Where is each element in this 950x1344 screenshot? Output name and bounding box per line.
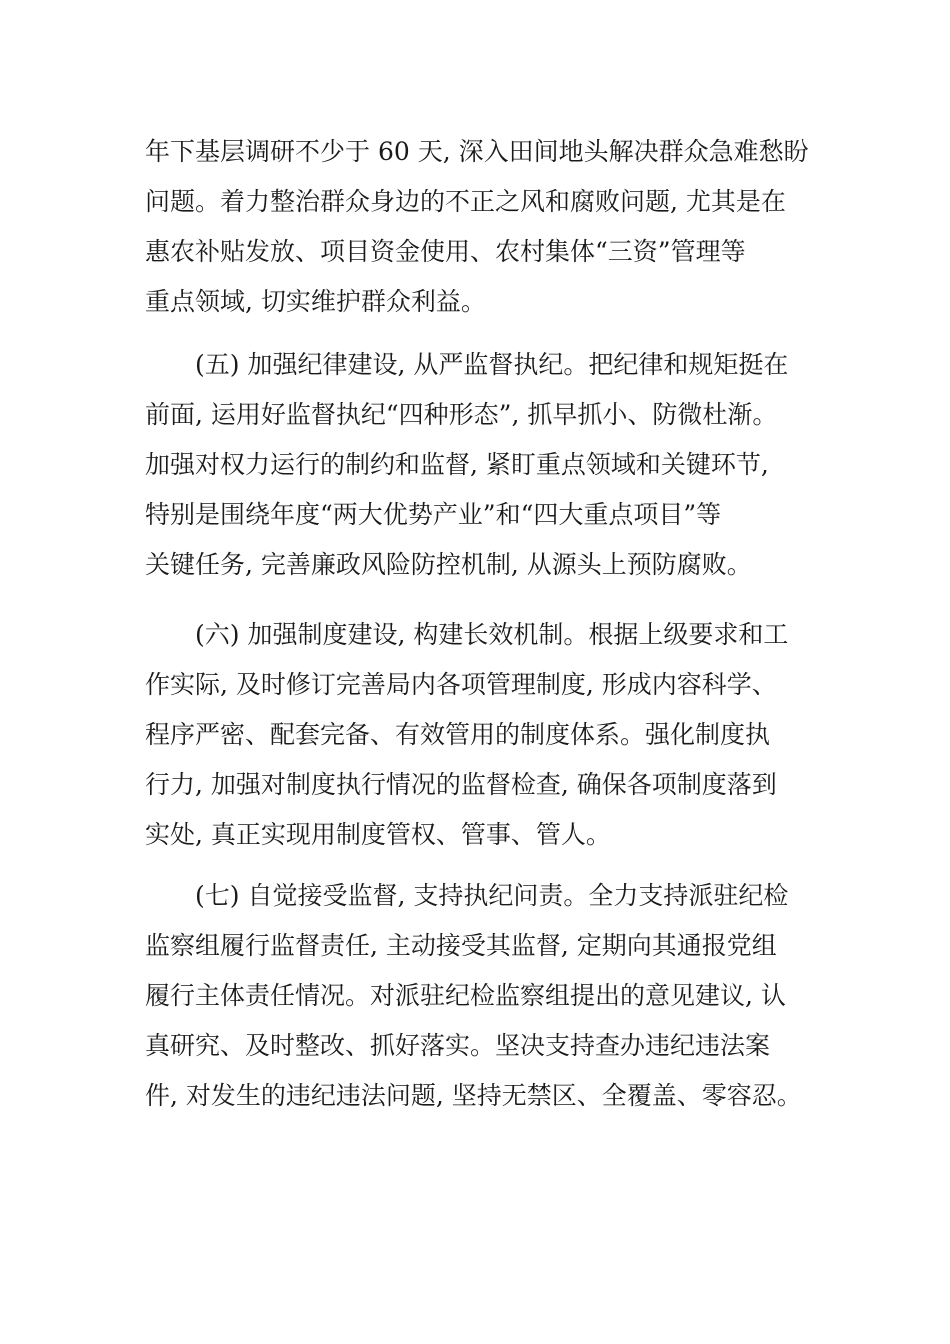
paragraph-line: (五) 加强纪律建设, 从严监督执纪。把纪律和规矩挺在 [195, 350, 789, 379]
paragraph-line: 关键任务, 完善廉政风险防控机制, 从源头上预防腐败。 [145, 550, 752, 579]
paragraph-line: 特别是围绕年度“两大优势产业”和“四大重点项目”等 [145, 500, 722, 529]
paragraph-institution [145, 610, 805, 860]
paragraph-supervision [145, 871, 805, 1121]
paragraph-line: 年下基层调研不少于 60 天, 深入田间地头解决群众急难愁盼 [145, 137, 809, 166]
paragraph-line: 程序严密、配套完备、有效管用的制度体系。强化制度执 [145, 720, 771, 749]
paragraph-line: 履行主体责任情况。对派驻纪检监察组提出的意见建议, 认 [145, 981, 786, 1010]
paragraph-line: 加强对权力运行的制约和监督, 紧盯重点领域和关键环节, [145, 450, 769, 479]
paragraph-line: 作实际, 及时修订完善局内各项管理制度, 形成内容科学、 [145, 670, 777, 699]
paragraph-line: 前面, 运用好监督执纪“四种形态”, 抓早抓小、防微杜渐。 [145, 400, 778, 429]
paragraph-line: 实处, 真正实现用制度管权、管事、管人。 [145, 820, 611, 849]
paragraph-line: 重点领域, 切实维护群众利益。 [145, 287, 486, 316]
paragraph-line: 件, 对发生的违纪违法问题, 坚持无禁区、全覆盖、零容忍。 [145, 1081, 802, 1110]
paragraph-continuation [145, 127, 809, 327]
paragraph-line: 真研究、及时整改、抓好落实。坚决支持查办违纪违法案 [145, 1031, 771, 1060]
paragraph-discipline [145, 340, 805, 590]
paragraph-line: 惠农补贴发放、项目资金使用、农村集体“三资”管理等 [145, 237, 746, 266]
paragraph-line: 问题。着力整治群众身边的不正之风和腐败问题, 尤其是在 [145, 187, 786, 216]
paragraph-line: 行力, 加强对制度执行情况的监督检查, 确保各项制度落到 [145, 770, 777, 799]
paragraph-line: (六) 加强制度建设, 构建长效机制。根据上级要求和工 [195, 620, 789, 649]
paragraph-line: 监察组履行监督责任, 主动接受其监督, 定期向其通报党组 [145, 931, 777, 960]
paragraph-line: (七) 自觉接受监督, 支持执纪问责。全力支持派驻纪检 [195, 881, 789, 910]
